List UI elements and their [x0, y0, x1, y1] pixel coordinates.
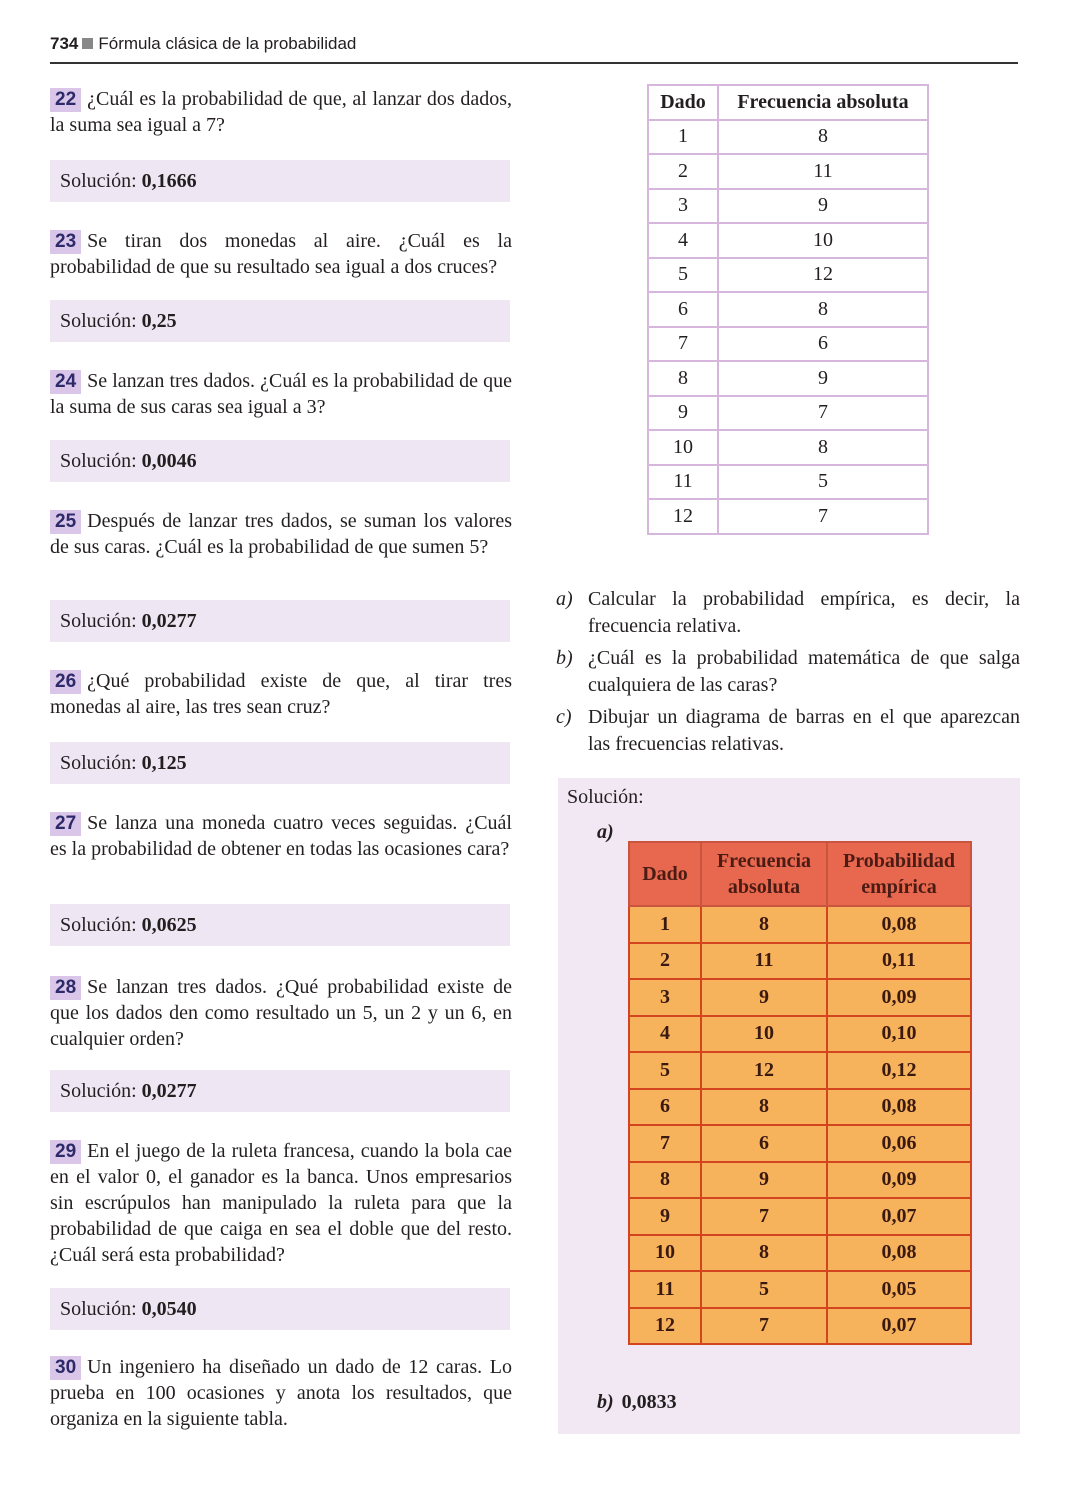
exercise-text: Se lanzan tres dados. ¿Qué probabilidad existe de que los dados den como resultado un 5, un 2 y un 6, en cualquier orden? [50, 976, 512, 1050]
table-row [629, 906, 971, 943]
table-row [629, 1125, 971, 1162]
exercise-number: 24 [50, 370, 81, 394]
frequency-cell: 12 [701, 1052, 827, 1089]
exercise-text: En el juego de la ruleta francesa, cuando la bola cae en el valor 0, el ganador es la banca. Unos empresarios sin escrúpulos han manipulado la ruleta para que la probabilidad de que caiga en sea el doble que del resto. ¿Cuál será esta probabilidad? [50, 1140, 512, 1266]
frequency-cell: 9 [718, 361, 928, 396]
table-row [648, 361, 928, 396]
probability-cell: 0,08 [827, 906, 971, 943]
answer-a-label: a) [597, 821, 614, 843]
table-row [648, 292, 928, 327]
solution-label: Solución: [60, 170, 137, 192]
frequency-cell: 8 [701, 1235, 827, 1272]
exercise-number: 25 [50, 510, 81, 534]
solution-title: Solución: [567, 786, 644, 808]
exercise-text: Se lanza una moneda cuatro veces seguidas. ¿Cuál es la probabilidad de obtener en todas las ocasiones cara? [50, 812, 512, 860]
probability-cell: 0,09 [827, 1162, 971, 1199]
dado-cell: 3 [648, 189, 718, 224]
probability-cell: 0,07 [827, 1198, 971, 1235]
probability-cell: 0,10 [827, 1016, 971, 1053]
solution-label: Solución: [60, 310, 137, 332]
dado-cell: 1 [629, 906, 701, 943]
table-row [629, 1198, 971, 1235]
frequency-cell: 6 [701, 1125, 827, 1162]
question-1 [556, 586, 1020, 640]
solution-label: Solución: [60, 752, 137, 774]
table-header-frecuencia: Frecuencia absoluta [701, 842, 827, 906]
exercise-number: 30 [50, 1356, 81, 1380]
exercise-24 [50, 368, 512, 420]
frequency-cell: 7 [718, 499, 928, 534]
table-header-probabilidad: Probabilidad empírica [827, 842, 971, 906]
frequency-cell: 10 [718, 223, 928, 258]
probability-cell: 0,07 [827, 1308, 971, 1345]
exercise-text: Después de lanzar tres dados, se suman los valores de sus caras. ¿Cuál es la probabilidad de que sumen 5? [50, 510, 512, 558]
probability-cell: 0,08 [827, 1089, 971, 1126]
dado-cell: 12 [629, 1308, 701, 1345]
exercise-text: ¿Qué probabilidad existe de que, al tirar tres monedas al aire, las tres sean cruz? [50, 670, 512, 718]
dado-cell: 6 [629, 1089, 701, 1126]
table-row [629, 1308, 971, 1345]
solution-label: Solución: [60, 914, 137, 936]
solution-label: Solución: [60, 1298, 137, 1320]
question-label: c) [556, 706, 572, 728]
dado-cell: 2 [629, 943, 701, 980]
frequency-cell: 10 [701, 1016, 827, 1053]
table-row [648, 499, 928, 534]
solution-value: 0,0625 [141, 914, 197, 936]
frequency-cell: 8 [701, 1089, 827, 1126]
exercise-27 [50, 810, 512, 862]
frequency-cell: 8 [718, 292, 928, 327]
frequency-cell: 8 [701, 906, 827, 943]
frequency-cell: 7 [701, 1198, 827, 1235]
table-row [629, 943, 971, 980]
page-header [50, 34, 1018, 64]
question-list [556, 586, 1020, 763]
table-row [648, 258, 928, 293]
exercise-23 [50, 228, 512, 280]
exercise-number: 27 [50, 812, 81, 836]
frequency-cell: 5 [701, 1271, 827, 1308]
solution-box [558, 778, 1020, 1434]
solution-bar [50, 1070, 510, 1112]
table-row [629, 1089, 971, 1126]
question-2 [556, 645, 1020, 699]
exercise-number: 28 [50, 976, 81, 1000]
dado-cell: 10 [629, 1235, 701, 1272]
solution-value: 0,125 [141, 752, 187, 774]
frequency-cell: 7 [701, 1308, 827, 1345]
exercise-text: Se lanzan tres dados. ¿Cuál es la probabilidad de que la suma de sus caras sea igual a 3? [50, 370, 512, 418]
dado-cell: 8 [648, 361, 718, 396]
table-row [629, 1162, 971, 1199]
exercise-25 [50, 508, 512, 560]
dado-cell: 1 [648, 120, 718, 155]
square-bullet-icon [82, 38, 93, 49]
question-label: a) [556, 588, 573, 610]
solution-value: 0,25 [141, 310, 177, 332]
solution-bar [50, 1288, 510, 1330]
table-row [648, 396, 928, 431]
exercise-30 [50, 1354, 512, 1432]
solution-bar [50, 300, 510, 342]
table-row [648, 120, 928, 155]
dado-cell: 2 [648, 154, 718, 189]
question-label: b) [556, 647, 573, 669]
solution-value: 0,0540 [141, 1298, 197, 1320]
table-row [648, 154, 928, 189]
frequency-cell: 8 [718, 430, 928, 465]
table-row [629, 1271, 971, 1308]
exercise-26 [50, 668, 512, 720]
dado-cell: 5 [629, 1052, 701, 1089]
solution-label: Solución: [60, 1080, 137, 1102]
dado-cell: 4 [648, 223, 718, 258]
exercise-number: 29 [50, 1140, 81, 1164]
dado-cell: 11 [648, 465, 718, 500]
exercise-text: ¿Cuál es la probabilidad de que, al lanzar dos dados, la suma sea igual a 7? [50, 88, 512, 136]
probability-cell: 0,12 [827, 1052, 971, 1089]
chapter-title: Fórmula clásica de la probabilidad [98, 34, 357, 53]
dado-cell: 11 [629, 1271, 701, 1308]
dado-cell: 7 [648, 327, 718, 362]
table-row [629, 1052, 971, 1089]
question-text: Dibujar un diagrama de barras en el que aparezcan las frecuencias relativas. [588, 706, 1020, 755]
exercise-number: 23 [50, 230, 81, 254]
exercise-22 [50, 86, 512, 138]
question-text: ¿Cuál es la probabilidad matemática de que salga cualquiera de las caras? [588, 647, 1020, 696]
frequency-cell: 12 [718, 258, 928, 293]
answer-b-value: 0,0833 [621, 1391, 677, 1413]
table-header-dado: Dado [648, 85, 718, 120]
question-3 [556, 704, 1020, 758]
dado-cell: 4 [629, 1016, 701, 1053]
dado-cell: 3 [629, 979, 701, 1016]
dado-cell: 12 [648, 499, 718, 534]
frequency-cell: 9 [718, 189, 928, 224]
solution-value: 0,0046 [141, 450, 197, 472]
probability-cell: 0,05 [827, 1271, 971, 1308]
frequency-cell: 5 [718, 465, 928, 500]
question-text: Calcular la probabilidad empírica, es decir, la frecuencia relativa. [588, 588, 1020, 637]
exercise-28 [50, 974, 512, 1052]
frequency-table [647, 84, 929, 535]
exercise-number: 22 [50, 88, 81, 112]
probability-cell: 0,08 [827, 1235, 971, 1272]
dado-cell: 10 [648, 430, 718, 465]
answer-b [597, 1391, 677, 1414]
frequency-cell: 6 [718, 327, 928, 362]
page-number: 734 [50, 34, 79, 53]
table-row [648, 327, 928, 362]
table-header-dado: Dado [629, 842, 701, 906]
dado-cell: 9 [648, 396, 718, 431]
table-row [648, 465, 928, 500]
frequency-cell: 11 [701, 943, 827, 980]
dado-cell: 6 [648, 292, 718, 327]
dado-cell: 8 [629, 1162, 701, 1199]
exercise-text: Se tiran dos monedas al aire. ¿Cuál es la probabilidad de que su resultado sea igual a dos cruces? [50, 230, 512, 278]
probability-cell: 0,11 [827, 943, 971, 980]
probability-cell: 0,06 [827, 1125, 971, 1162]
solution-value: 0,0277 [141, 610, 197, 632]
solution-value: 0,0277 [141, 1080, 197, 1102]
probability-table [628, 841, 972, 1345]
solution-value: 0,1666 [141, 170, 197, 192]
table-row [629, 979, 971, 1016]
table-row [648, 430, 928, 465]
solution-bar [50, 160, 510, 202]
solution-label: Solución: [60, 450, 137, 472]
exercise-number: 26 [50, 670, 81, 694]
table-header-frecuencia: Frecuencia absoluta [718, 85, 928, 120]
solution-bar [50, 742, 510, 784]
solution-bar [50, 600, 510, 642]
probability-cell: 0,09 [827, 979, 971, 1016]
dado-cell: 7 [629, 1125, 701, 1162]
dado-cell: 5 [648, 258, 718, 293]
exercise-29 [50, 1138, 512, 1268]
table-row [629, 1235, 971, 1272]
solution-label: Solución: [60, 610, 137, 632]
solution-bar [50, 440, 510, 482]
answer-b-label: b) [597, 1391, 614, 1413]
table-row [629, 1016, 971, 1053]
frequency-cell: 7 [718, 396, 928, 431]
frequency-cell: 9 [701, 1162, 827, 1199]
frequency-cell: 8 [718, 120, 928, 155]
dado-cell: 9 [629, 1198, 701, 1235]
frequency-cell: 9 [701, 979, 827, 1016]
exercise-text: Un ingeniero ha diseñado un dado de 12 caras. Lo prueba en 100 ocasiones y anota los resultados, que organiza en la siguiente tabla. [50, 1356, 512, 1430]
table-row [648, 223, 928, 258]
frequency-cell: 11 [718, 154, 928, 189]
solution-bar [50, 904, 510, 946]
table-row [648, 189, 928, 224]
